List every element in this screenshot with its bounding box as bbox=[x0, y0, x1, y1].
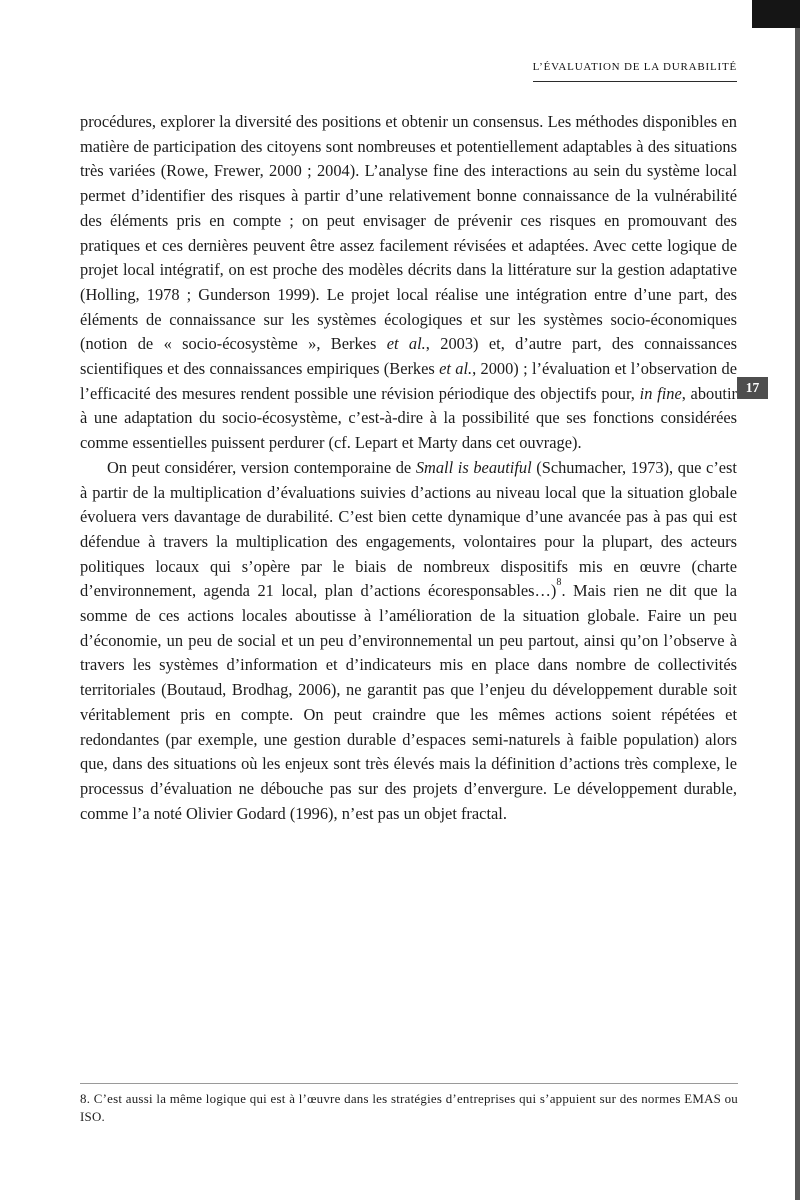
footnote-rule bbox=[80, 1083, 738, 1084]
text-run: procédures, explorer la diversité des positions et obtenir un consensus. Les méthodes disponibles en matière de participation des citoyens sont nombreuses et potentiellement adaptables à des situations très variées (Rowe, Frewer, 2000 ; 2004). L’analyse fine des interactions au sein du système local permet d’identifier des risques à partir d’une relativement bonne connaissance de la vulnérabilité des éléments pris en compte ; on peut envisager de prévenir ces risques en promouvant des pratiques et ces dernières peuvent être assez facilement révisées et adaptées. Avec cette logique de projet local intégratif, on est proche des modèles décrits dans la littérature sur la gestion adaptative (Holling, 1978 ; Gunderson 1999). Le projet local réalise une intégration entre d’une part, des éléments de connaissance sur les systèmes écologiques et sur les systèmes socio-économiques (notion de « socio-écosystème », Berkes bbox=[80, 112, 737, 354]
text-run: , 2003) et, d’autre part, des connaissances scientifiques et des connaissances empiriques (Berkes bbox=[80, 334, 737, 379]
page-number-badge: 17 bbox=[737, 377, 768, 399]
paragraph bbox=[80, 456, 737, 827]
page-edge-strip bbox=[795, 28, 800, 1200]
text-run: . Mais rien ne dit que la somme de ces actions locales aboutisse à l’amélioration de la situation globale. Faire un peu d’économie, un peu de social et un peu d’environnemental un peu partout, ainsi qu’on l’observe à travers les systèmes d’information et d’indicateurs mis en place dans nombre de collectivités territoriales (Boutaud, Brodhag, 2006), ne garantit pas que l’enjeu du développement durable soit véritablement pris en compte. On peut craindre que les mêmes actions soient répétées et redondantes (par exemple, une gestion durable d’espaces semi-naturels à faible population) alors que, dans des situations où les enjeux sont très élevés mais la définition d’actions très complexe, le processus d’évaluation ne débouche pas sur des projets d’envergure. Le développement durable, comme l’a noté Olivier Godard (1996), n’est pas un objet fractal. bbox=[80, 581, 737, 823]
italic-text-run: Small is beautiful bbox=[415, 457, 532, 477]
text-run: (Schumacher, 1973), que c’est à partir de la multiplication d’évaluations suivies d’actions au niveau local que la situation globale évoluera vers davantage de durabilité. C’est bien cette dynamique d’une avancée pas à pas qui est défendue à travers la multiplication des engagements, volontaires pour la plupart, des acteurs politiques locaux qui s’opère par le biais de nombreux dispositifs mis en œuvre (charte d’environnement, agenda 21 local, plan d’actions écoresponsables…) bbox=[80, 457, 737, 601]
italic-text-run: et al. bbox=[439, 359, 473, 379]
footnote-text: 8. C’est aussi la même logique qui est à l’œuvre dans les stratégies d’entreprises qui s’appuient sur des normes EMAS ou ISO. bbox=[80, 1092, 738, 1124]
italic-text-run: et al. bbox=[386, 334, 426, 354]
body-text bbox=[80, 110, 737, 826]
text-run: , 2000) ; l’évaluation et l’observation de l’efficacité des mesures rendent possible une révision périodique des objectifs pour, bbox=[80, 359, 737, 403]
text-run: , aboutir à une adaptation du socio-écosystème, c’est-à-dire à la possibilité que ses fonctions considérées comme essentielles puissent perdurer (cf. Lepart et Marty dans cet ouvrage). bbox=[80, 383, 737, 453]
running-header-text: L’ÉVALUATION DE LA DURABILITÉ bbox=[533, 61, 737, 82]
running-header bbox=[533, 57, 737, 82]
text-run: On peut considérer, version contemporaine de bbox=[107, 457, 416, 477]
paragraph bbox=[80, 110, 737, 456]
italic-text-run: in fine bbox=[639, 383, 682, 403]
footnote-reference: 8 bbox=[556, 577, 562, 589]
corner-decoration-block bbox=[752, 0, 800, 28]
footnote-area bbox=[80, 1083, 738, 1127]
